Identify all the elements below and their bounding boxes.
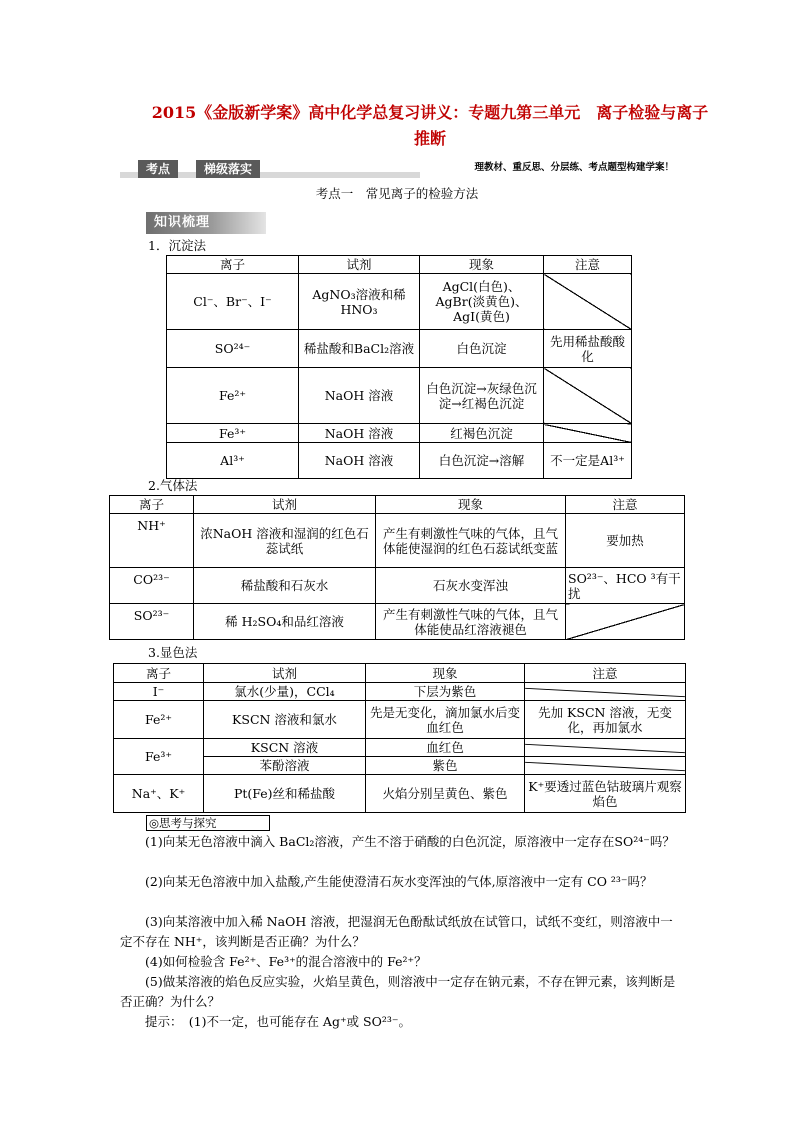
table-row [110, 514, 685, 568]
phenomenon-cell: 红褐色沉淀 [420, 424, 544, 443]
table-row [114, 739, 686, 757]
ion-cell: I⁻ [114, 683, 204, 701]
phenomenon-cell: 血红色 [366, 739, 525, 757]
header-cell: 离子 [114, 664, 204, 683]
reagent-cell: 浓NaOH 溶液和湿润的红色石蕊试纸 [194, 514, 376, 568]
reagent-cell: 稀盐酸和石灰水 [194, 568, 376, 604]
table-row [114, 683, 686, 701]
reagent-cell: KSCN 溶液 [204, 739, 366, 757]
ion-cell: Fe²⁺ [167, 368, 299, 424]
header-cell: 试剂 [299, 256, 420, 274]
note-cell: 要加热 [566, 514, 685, 568]
ion-cell: CO²³⁻ [110, 568, 194, 604]
question-2: (2)向某无色溶液中加入盐酸,产生能使澄清石灰水变浑浊的气体,原溶液中一定有 CO ²³⁻吗？ [145, 874, 653, 889]
table-row [167, 424, 632, 443]
phenomenon-cell: 火焰分别呈黄色、紫色 [366, 775, 525, 813]
phenomenon-cell: 先是无变化，滴加氯水后变血红色 [366, 701, 525, 739]
table-row [167, 330, 632, 368]
table-row [110, 568, 685, 604]
reagent-cell: 稀 H₂SO₄和品红溶液 [194, 604, 376, 640]
color-table [113, 663, 686, 813]
phenomenon-cell: 白色沉淀 [420, 330, 544, 368]
phenomenon-cell: 紫色 [366, 757, 525, 775]
table-row [167, 443, 632, 479]
reagent-cell: NaOH 溶液 [299, 424, 420, 443]
reagent-cell: NaOH 溶液 [299, 368, 420, 424]
precipitation-table [166, 255, 632, 479]
section-3-title: 3.显色法 [148, 645, 198, 660]
question-1: (1)向某无色溶液中滴入 BaCl₂溶液，产生不溶于硝酸的白色沉淀，原溶液中一定存在SO²⁴⁻吗？ [145, 834, 675, 849]
empty-note-cell [525, 739, 686, 757]
table-header-row [167, 256, 632, 274]
reagent-cell: 苯酚溶液 [204, 757, 366, 775]
table-header-row [114, 664, 686, 683]
question-3: (3)向某溶液中加入稀 NaOH 溶液，把湿润无色酚酞试纸放在试管口，试纸不变红，则溶液中一定不存在 NH⁺，该判断是否正确？为什么？ [120, 914, 673, 949]
header-cell: 注意 [525, 664, 686, 683]
knowledge-label-text: 知识梳理 [154, 215, 211, 230]
header-cell: 注意 [566, 496, 685, 514]
banner-tag-kaodian: 考点 [138, 160, 178, 178]
section-1-title: 1．沉淀法 [148, 238, 206, 253]
phenomenon-cell: 石灰水变浑浊 [376, 568, 566, 604]
empty-note-cell [525, 757, 686, 775]
banner-slogan: 理教材、重反思、分层练、考点题型构建学案！ [474, 162, 674, 173]
header-cell: 试剂 [194, 496, 376, 514]
header-cell: 离子 [110, 496, 194, 514]
table-row [167, 274, 632, 330]
header-cell: 试剂 [204, 664, 366, 683]
empty-note-cell [544, 368, 632, 424]
header-cell: 现象 [420, 256, 544, 274]
ion-cell: Fe³⁺ [167, 424, 299, 443]
document-title: 2015《金版新学案》高中化学总复习讲义：专题九第三单元 离子检验与离子推断 [151, 103, 709, 148]
reagent-cell: 氯水(少量)，CCl₄ [204, 683, 366, 701]
ion-cell: Na⁺、K⁺ [114, 775, 204, 813]
subheading: 考点一 常见离子的检验方法 [315, 186, 479, 201]
table-row [167, 368, 632, 424]
knowledge-label [146, 212, 266, 234]
reagent-cell: KSCN 溶液和氯水 [204, 701, 366, 739]
banner-tag-tiji: 梯级落实 [196, 160, 260, 178]
phenomenon-cell: 产生有刺激性气味的气体，且气体能使品红溶液褪色 [376, 604, 566, 640]
reagent-cell: NaOH 溶液 [299, 443, 420, 479]
empty-note-cell [544, 274, 632, 330]
phenomenon-cell: 白色沉淀→溶解 [420, 443, 544, 479]
empty-note-cell [525, 683, 686, 701]
question-5: (5)做某溶液的焰色反应实验，火焰呈黄色，则溶液中一定存在钠元素，不存在钾元素，该判断是否正确？为什么？ [120, 974, 676, 1009]
phenomenon-cell: 下层为紫色 [366, 683, 525, 701]
note-cell: K⁺要透过蓝色钴玻璃片观察焰色 [525, 775, 686, 813]
phenomenon-cell: AgCl(白色)、AgBr(淡黄色)、AgI(黄色) [420, 274, 544, 330]
ion-cell: Al³⁺ [167, 443, 299, 479]
ion-cell: SO²⁴⁻ [167, 330, 299, 368]
header-cell: 注意 [544, 256, 632, 274]
ion-cell: SO²³⁻ [110, 604, 194, 640]
think-label: ◎思考与探究 [146, 815, 270, 831]
reagent-cell: 稀盐酸和BaCl₂溶液 [299, 330, 420, 368]
empty-note-cell [544, 424, 632, 443]
section-2-title: 2.气体法 [148, 478, 198, 493]
ion-cell: Fe²⁺ [114, 701, 204, 739]
header-cell: 现象 [366, 664, 525, 683]
note-cell: 不一定是Al³⁺ [544, 443, 632, 479]
empty-note-cell [566, 604, 685, 640]
ion-cell: Cl⁻、Br⁻、I⁻ [167, 274, 299, 330]
note-cell: SO²³⁻、HCO ³有干扰 [566, 568, 685, 604]
header-cell: 离子 [167, 256, 299, 274]
reagent-cell: AgNO₃溶液和稀HNO₃ [299, 274, 420, 330]
phenomenon-cell: 产生有刺激性气味的气体，且气体能使湿润的红色石蕊试纸变蓝 [376, 514, 566, 568]
note-cell: 先用稀盐酸酸化 [544, 330, 632, 368]
hint-text: 提示： (1)不一定，也可能存在 Ag⁺或 SO²³⁻。 [145, 1014, 411, 1029]
note-cell: 先加 KSCN 溶液，无变化，再加氯水 [525, 701, 686, 739]
table-row [110, 604, 685, 640]
section-banner [120, 158, 674, 182]
header-cell: 现象 [376, 496, 566, 514]
question-4: (4)如何检验含 Fe²⁺、Fe³⁺的混合溶液中的 Fe²⁺？ [145, 954, 427, 969]
reagent-cell: Pt(Fe)丝和稀盐酸 [204, 775, 366, 813]
table-header-row [110, 496, 685, 514]
table-row [114, 701, 686, 739]
ion-cell: Fe³⁺ [114, 739, 204, 775]
gas-table [109, 495, 685, 640]
ion-cell: NH⁺ [110, 514, 194, 568]
table-row [114, 775, 686, 813]
phenomenon-cell: 白色沉淀→灰绿色沉淀→红褐色沉淀 [420, 368, 544, 424]
